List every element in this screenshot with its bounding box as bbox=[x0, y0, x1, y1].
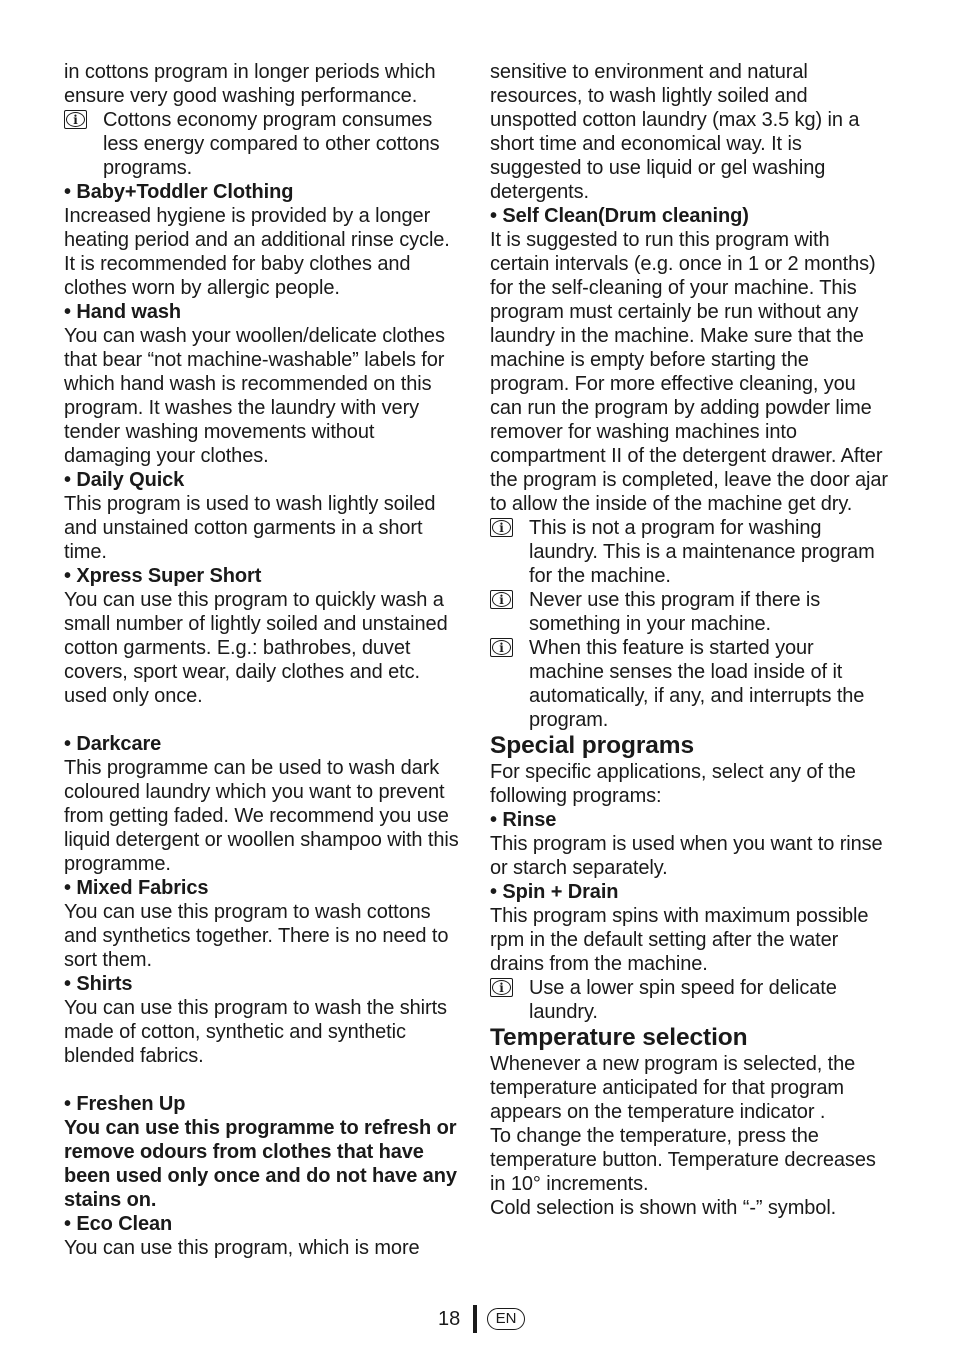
program-text-eco-clean: You can use this program, which is more bbox=[64, 1237, 420, 1259]
info-note bbox=[64, 108, 466, 180]
info-note bbox=[490, 636, 892, 732]
program-text-darkcare: This programme can be used to wash dark coloured laundry which you want to prevent from getting faded. We recommend you use liquid detergent or woollen shampoo with this programme. bbox=[64, 757, 459, 875]
info-icon: i bbox=[490, 590, 513, 609]
program-heading-freshen-up: • Freshen Up bbox=[64, 1093, 186, 1115]
program-text-rinse: This program is used when you want to rinse or starch separately. bbox=[490, 833, 883, 879]
page-footer bbox=[0, 1304, 954, 1334]
info-note-text: Cottons economy program consumes less energy compared to other cottons programs. bbox=[103, 109, 440, 179]
program-text-xpress: You can use this program to quickly wash a small number of lightly soiled and unstained cotton garments. E.g.: bathrobes, duvet covers, sport wear, daily clothes and etc. used only once. bbox=[64, 589, 448, 707]
info-icon: i bbox=[490, 978, 513, 997]
right-column bbox=[490, 60, 892, 1220]
page-number: 18 bbox=[438, 1308, 461, 1330]
program-text-self-clean: It is suggested to run this program with certain intervals (e.g. once in 1 or 2 months) for the self-cleaning of your machine. This program must certainly be run without any laundry in the machine. Make sure that the machine is empty before starting the program. For more effective cleaning, you can run the program by adding powder lime remover for washing machines into compartment II of the detergent drawer. After the program is completed, leave the door ajar to allow the inside of the machine get dry. bbox=[490, 229, 888, 515]
program-text-baby-toddler: Increased hygiene is provided by a longer heating period and an additional rinse cycle. It is recommended for baby clothes and clothes worn by allergic people. bbox=[64, 205, 450, 299]
program-text-shirts: You can use this program to wash the shirts made of cotton, synthetic and synthetic blended fabrics. bbox=[64, 997, 447, 1067]
section-text-temperature-3: Cold selection is shown with “-” symbol. bbox=[490, 1197, 837, 1219]
info-note-text: Never use this program if there is something in your machine. bbox=[529, 589, 821, 635]
program-heading-shirts: • Shirts bbox=[64, 973, 133, 995]
info-note bbox=[490, 516, 892, 588]
program-heading-daily-quick: • Daily Quick bbox=[64, 469, 185, 491]
program-text-hand-wash: You can wash your woollen/delicate clothes that bear “not machine-washable” labels for which hand wash is recommended on this program. It washes the laundry with very tender washing movements without damaging your clothes. bbox=[64, 325, 445, 467]
info-note bbox=[490, 976, 892, 1024]
program-text-mixed-fabrics: You can use this program to wash cottons and synthetics together. There is no need to sort them. bbox=[64, 901, 449, 971]
footer-divider bbox=[473, 1305, 477, 1333]
info-note-text: This is not a program for washing laundry. This is a maintenance program for the machine. bbox=[529, 517, 875, 587]
info-note-text: When this feature is started your machine senses the load inside of it automatically, if any, and interrupts the program. bbox=[529, 637, 865, 731]
program-heading-xpress: • Xpress Super Short bbox=[64, 565, 262, 587]
section-text-special-programs: For specific applications, select any of the following programs: bbox=[490, 761, 856, 807]
left-column bbox=[64, 60, 466, 1260]
info-icon: i bbox=[490, 638, 513, 657]
program-heading-hand-wash: • Hand wash bbox=[64, 301, 182, 323]
section-text-temperature-1: Whenever a new program is selected, the temperature anticipated for that program appears on the temperature indicator . bbox=[490, 1053, 856, 1123]
program-heading-mixed-fabrics: • Mixed Fabrics bbox=[64, 877, 209, 899]
language-badge: EN bbox=[487, 1308, 525, 1330]
info-icon: i bbox=[64, 110, 87, 129]
spacer bbox=[64, 708, 466, 732]
section-text-temperature-2: To change the temperature, press the temperature button. Temperature decreases in 10° increments. bbox=[490, 1125, 876, 1195]
program-heading-self-clean: • Self Clean(Drum cleaning) bbox=[490, 205, 749, 227]
section-heading-temperature-selection: Temperature selection bbox=[490, 1024, 748, 1051]
spacer bbox=[64, 1068, 466, 1092]
program-heading-rinse: • Rinse bbox=[490, 809, 557, 831]
program-heading-darkcare: • Darkcare bbox=[64, 733, 162, 755]
info-icon: i bbox=[490, 518, 513, 537]
program-text-spin-drain: This program spins with maximum possible rpm in the default setting after the water drains from the machine. bbox=[490, 905, 869, 975]
program-heading-spin-drain: • Spin + Drain bbox=[490, 881, 619, 903]
info-note bbox=[490, 588, 892, 636]
section-heading-special-programs: Special programs bbox=[490, 732, 695, 759]
program-heading-baby-toddler: • Baby+Toddler Clothing bbox=[64, 181, 294, 203]
program-text-daily-quick: This program is used to wash lightly soiled and unstained cotton garments in a short time. bbox=[64, 493, 436, 563]
program-text-freshen-up: You can use this programme to refresh or remove odours from clothes that have been used only once and do not have any stains on. bbox=[64, 1117, 457, 1211]
info-note-text: Use a lower spin speed for delicate laundry. bbox=[529, 977, 837, 1023]
program-text-eco-clean-continued: sensitive to environment and natural resources, to wash lightly soiled and unspotted cotton laundry (max 3.5 kg) in a short time and economical way. It is suggested to use liquid or gel washing detergents. bbox=[490, 61, 860, 203]
program-heading-eco-clean: • Eco Clean bbox=[64, 1213, 173, 1235]
paragraph: in cottons program in longer periods which ensure very good washing performance. bbox=[64, 61, 436, 107]
